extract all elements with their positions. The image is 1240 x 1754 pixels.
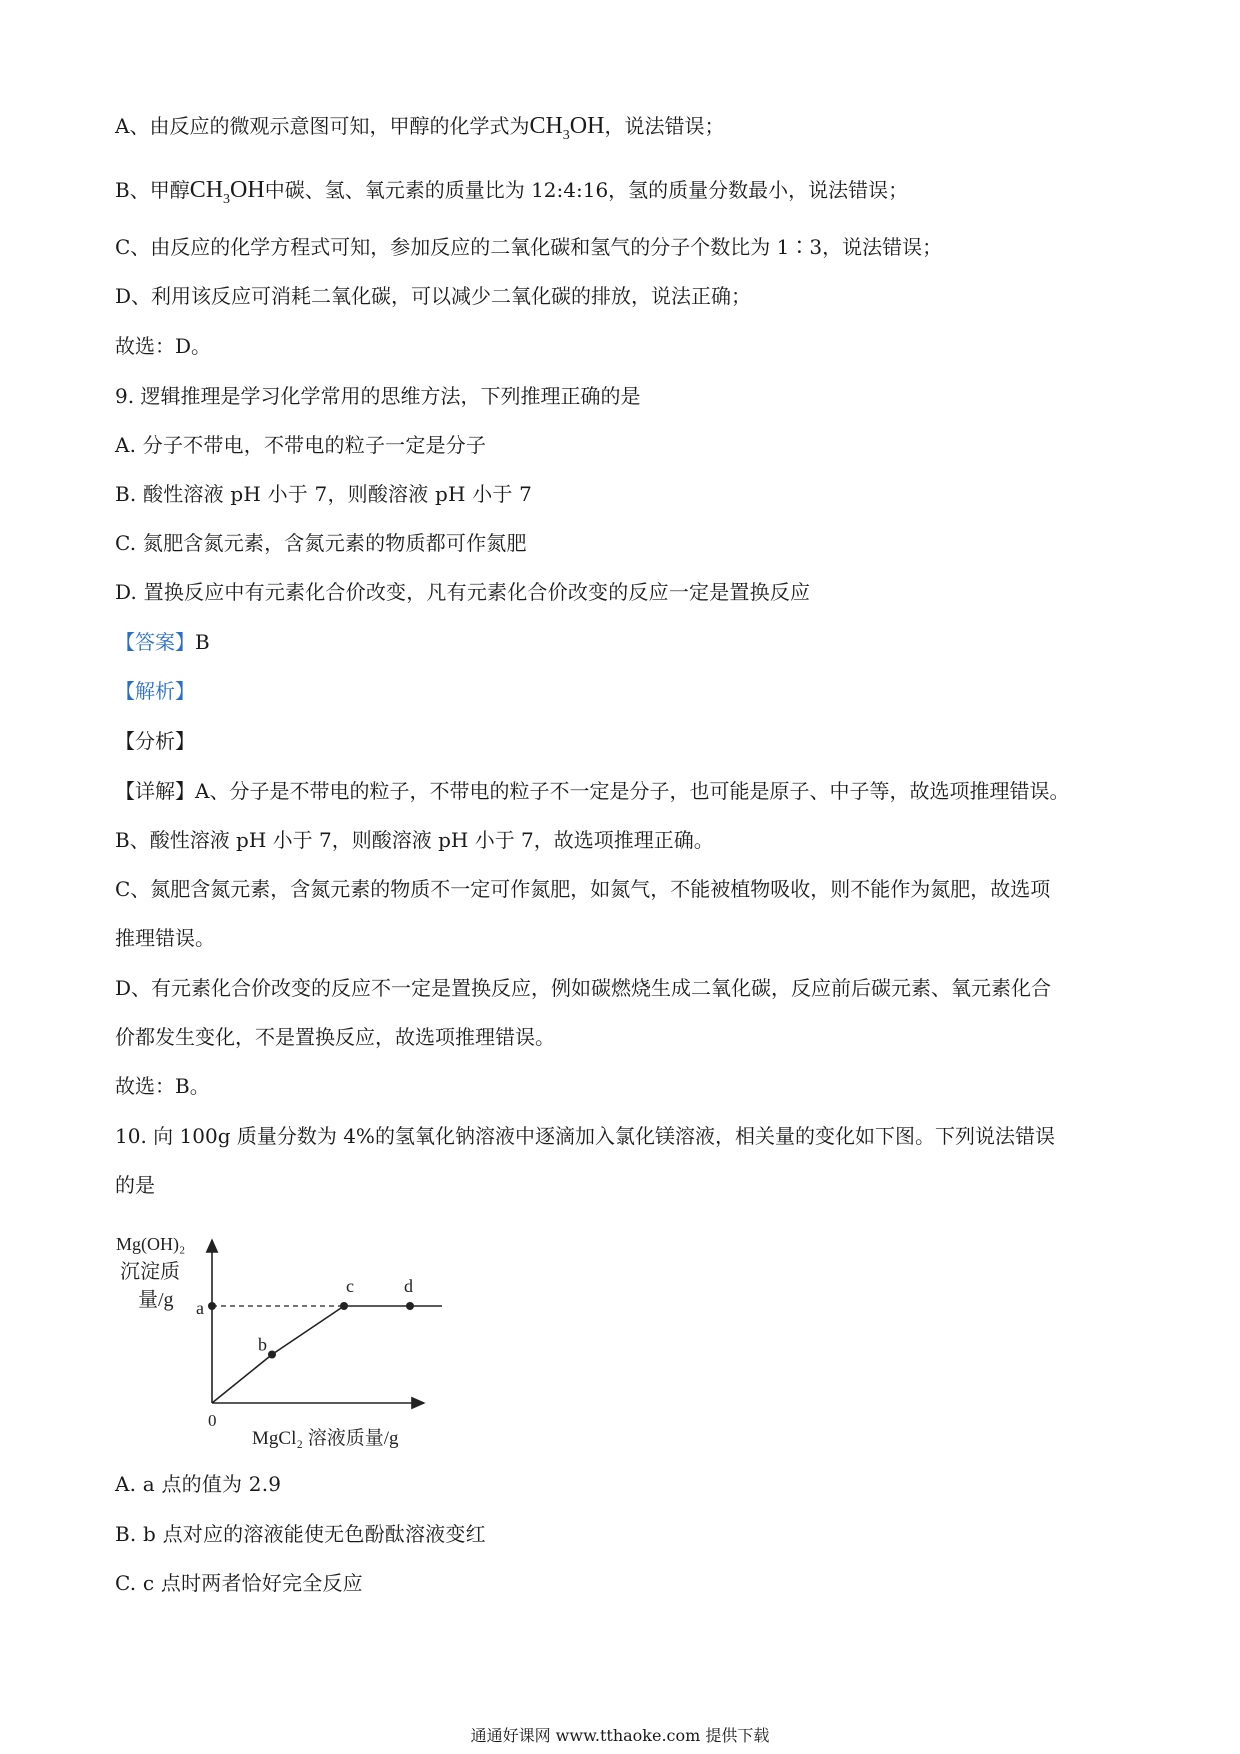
line-a [115,112,724,150]
y-axis-label-1: Mg(OH)₂ [116,1234,186,1254]
q10-option-b: B. b 点对应的溶液能使无色酚酞溶液变红 [115,1522,486,1546]
precipitate-chart [112,1228,442,1450]
q9-option-c: C. 氮肥含氮元素，含氮元素的物质都可作氮肥 [115,531,527,555]
question-10-line-2: 的是 [115,1173,155,1197]
point-label-b: b [258,1334,267,1355]
conclusion-b: 故选：B。 [115,1074,210,1098]
formula-part: CH [189,177,224,203]
x-axis-label: MgCl₂ 溶液质量/g [252,1428,399,1449]
y-axis-label-2: 沉淀质 [120,1261,180,1283]
line-c: C、由反应的化学方程式可知，参加反应的二氧化碳和氢气的分子个数比为 1∶3，说法错误； [115,235,943,259]
question-10-line-1: 10. 向 100g 质量分数为 4%的氢氧化钠溶液中逐滴加入氯化镁溶液，相关量的变化如下图。下列说法错误 [115,1124,1055,1148]
formula-part: CH [529,113,563,139]
point-label-c: c [346,1276,354,1296]
text: 中碳、氢、氧元素的质量比为 12:4:16，氢的质量分数最小，说法错误； [264,178,909,202]
footer-text: 通通好课网 www.tthaoke.com 提供下载 [470,1726,770,1745]
text: A、由反应的微观示意图可知，甲醇的化学式为 [115,114,530,138]
formula-sub: 3 [562,127,570,143]
answer-label: 【答案】 [115,630,195,654]
line-b [115,176,908,214]
fenxi-label: 【分析】 [115,729,195,753]
analysis-label: 【解析】 [115,679,195,703]
formula-part: OH [230,177,265,203]
point-a [208,1302,216,1310]
formula-sub: 3 [223,191,231,207]
detail-line: 【详解】A、分子是不带电的粒子，不带电的粒子不一定是分子，也可能是原子、中子等，故选项推理错误。 [115,779,1070,803]
explain-b: B、酸性溶液 pH 小于 7，则酸溶液 pH 小于 7，故选项推理正确。 [115,828,714,852]
text: B、甲醇 [115,178,190,202]
q10-option-a: A. a 点的值为 2.9 [115,1472,282,1496]
conclusion-d: 故选：D。 [115,334,212,358]
q10-option-c: C. c 点时两者恰好完全反应 [115,1571,363,1595]
explain-c-2: 推理错误。 [115,926,215,950]
text: ，说法错误； [604,114,725,138]
line-d: D、利用该反应可消耗二氧化碳，可以减少二氧化碳的排放，说法正确； [115,284,752,308]
y-axis-label-3: 量/g [138,1289,174,1311]
point-c [340,1302,348,1310]
chart-svg [112,1228,442,1450]
explain-c-1: C、氮肥含氮元素，含氮元素的物质不一定可作氮肥，如氮气，不能被植物吸收，则不能作为氮肥，故选项 [115,877,1051,901]
explain-d-1: D、有元素化合价改变的反应不一定是置换反应，例如碳燃烧生成二氧化碳，反应前后碳元素、氧元素化合 [115,976,1052,1000]
q9-option-a: A. 分子不带电，不带电的粒子一定是分子 [115,433,487,457]
answer-line [115,628,210,656]
q9-option-d: D. 置换反应中有元素化合价改变，凡有元素化合价改变的反应一定是置换反应 [115,580,811,604]
point-d [406,1302,414,1310]
q9-option-b: B. 酸性溶液 pH 小于 7，则酸溶液 pH 小于 7 [115,482,533,506]
explain-d-2: 价都发生变化，不是置换反应，故选项推理错误。 [115,1025,555,1049]
series-line [212,1306,442,1403]
answer-value: B [195,630,210,654]
formula-part: OH [569,113,605,139]
formula-ch3oh [189,177,265,207]
question-9: 9. 逻辑推理是学习化学常用的思维方法，下列推理正确的是 [115,384,641,408]
point-label-a: a [196,1298,204,1318]
point-label-d: d [404,1276,413,1296]
point-b [268,1351,276,1359]
origin-label: 0 [208,1411,217,1430]
formula-ch3oh [529,113,605,143]
